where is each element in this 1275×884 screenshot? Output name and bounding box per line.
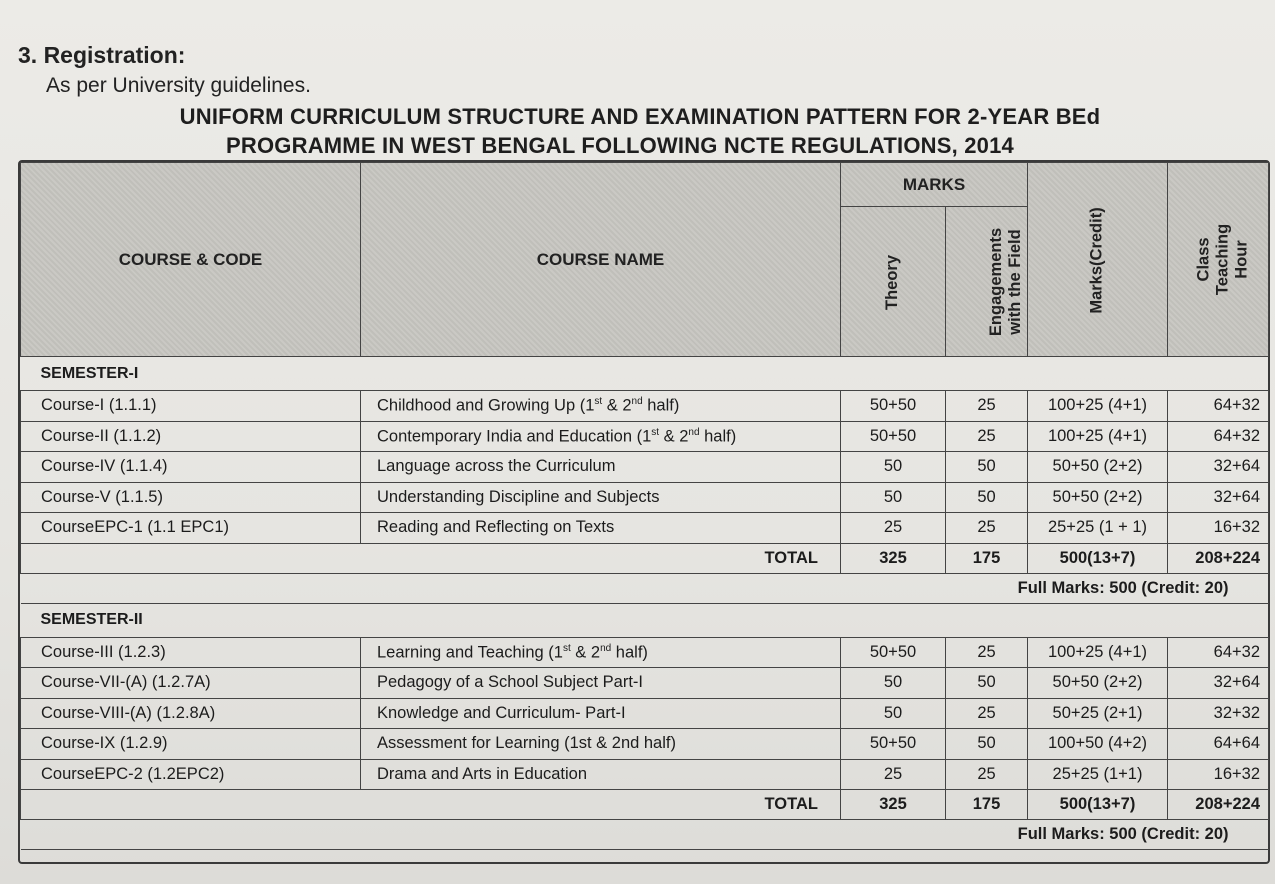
teaching-hour-cell: 16+32: [1168, 759, 1269, 790]
table-row: [21, 698, 1269, 729]
course-code-cell: CourseEPC-1 (1.1 EPC1): [21, 513, 361, 544]
marks-credit-cell: 50+25 (2+1): [1028, 698, 1168, 729]
full-marks-text: Full Marks: 500 (Credit: 20): [21, 573, 1269, 603]
total-label: TOTAL: [21, 790, 841, 820]
engagement-cell: 50: [946, 729, 1028, 760]
course-code-cell: Course-V (1.1.5): [21, 482, 361, 513]
marks-credit-cell: 100+25 (4+1): [1028, 421, 1168, 452]
engagement-cell: 50: [946, 668, 1028, 699]
semester-row: [21, 357, 1269, 391]
table-row: [21, 668, 1269, 699]
total-theory: 325: [841, 543, 946, 573]
engagement-cell: 25: [946, 513, 1028, 544]
section-subtext: As per University guidelines.: [46, 74, 311, 97]
table-row: [21, 637, 1269, 668]
total-label: TOTAL: [21, 543, 841, 573]
header-theory: Theory: [841, 207, 946, 357]
document-title-line-2: PROGRAMME IN WEST BENGAL FOLLOWING NCTE REGULATIONS, 2014: [226, 133, 1014, 158]
teaching-hour-cell: 32+64: [1168, 482, 1269, 513]
course-code-cell: Course-III (1.2.3): [21, 637, 361, 668]
theory-cell: 25: [841, 513, 946, 544]
course-code-cell: Course-IX (1.2.9): [21, 729, 361, 760]
header-course-code: COURSE & CODE: [21, 163, 361, 357]
course-code-cell: Course-VII-(A) (1.2.7A): [21, 668, 361, 699]
header-course-name: COURSE NAME: [361, 163, 841, 357]
table-row: [21, 482, 1269, 513]
section-heading: 3. Registration:: [18, 42, 186, 68]
teaching-hour-cell: 64+32: [1168, 391, 1269, 422]
marks-credit-cell: 100+50 (4+2): [1028, 729, 1168, 760]
theory-cell: 50+50: [841, 729, 946, 760]
teaching-hour-cell: 32+64: [1168, 668, 1269, 699]
marks-credit-cell: 100+25 (4+1): [1028, 391, 1168, 422]
header-engagements: Engagements with the Field: [946, 207, 1028, 357]
total-teaching-hour: 208+224: [1168, 790, 1269, 820]
marks-credit-cell: 100+25 (4+1): [1028, 637, 1168, 668]
header-marks: MARKS: [841, 163, 1028, 207]
table-row: [21, 759, 1269, 790]
course-code-cell: CourseEPC-2 (1.2EPC2): [21, 759, 361, 790]
teaching-hour-cell: 32+64: [1168, 452, 1269, 483]
theory-cell: 50+50: [841, 391, 946, 422]
total-row: [21, 790, 1269, 820]
total-engagement: 175: [946, 543, 1028, 573]
semester-label: SEMESTER-II: [21, 603, 1269, 637]
course-code-cell: Course-I (1.1.1): [21, 391, 361, 422]
engagement-cell: 25: [946, 421, 1028, 452]
teaching-hour-cell: 32+32: [1168, 698, 1269, 729]
total-teaching-hour: 208+224: [1168, 543, 1269, 573]
course-name-cell: Learning and Teaching (1st & 2nd half): [361, 637, 841, 668]
theory-cell: 50+50: [841, 637, 946, 668]
course-name-cell: Childhood and Growing Up (1st & 2nd half): [361, 391, 841, 422]
marks-credit-cell: 25+25 (1 + 1): [1028, 513, 1168, 544]
table-row: [21, 513, 1269, 544]
engagement-cell: 50: [946, 482, 1028, 513]
semester-label: SEMESTER-I: [21, 357, 1269, 391]
table-row: [21, 452, 1269, 483]
marks-credit-cell: 50+50 (2+2): [1028, 668, 1168, 699]
engagement-cell: 25: [946, 759, 1028, 790]
engagement-cell: 25: [946, 391, 1028, 422]
table-row: [21, 391, 1269, 422]
theory-cell: 50+50: [841, 421, 946, 452]
marks-credit-cell: 25+25 (1+1): [1028, 759, 1168, 790]
course-code-cell: Course-VIII-(A) (1.2.8A): [21, 698, 361, 729]
course-name-cell: Understanding Discipline and Subjects: [361, 482, 841, 513]
total-theory: 325: [841, 790, 946, 820]
teaching-hour-cell: 64+32: [1168, 637, 1269, 668]
teaching-hour-cell: 64+64: [1168, 729, 1269, 760]
theory-cell: 50: [841, 698, 946, 729]
theory-cell: 50: [841, 482, 946, 513]
course-name-cell: Pedagogy of a School Subject Part-I: [361, 668, 841, 699]
full-marks-row: [21, 820, 1269, 850]
course-code-cell: Course-II (1.1.2): [21, 421, 361, 452]
teaching-hour-cell: 64+32: [1168, 421, 1269, 452]
theory-cell: 25: [841, 759, 946, 790]
course-name-cell: Language across the Curriculum: [361, 452, 841, 483]
course-name-cell: Knowledge and Curriculum- Part-I: [361, 698, 841, 729]
curriculum-table: [20, 162, 1269, 850]
header-class-teaching-hour: Class Teaching Hour: [1168, 163, 1269, 357]
marks-credit-cell: 50+50 (2+2): [1028, 482, 1168, 513]
table-row: [21, 729, 1269, 760]
theory-cell: 50: [841, 668, 946, 699]
full-marks-row: [21, 573, 1269, 603]
total-marks-credit: 500(13+7): [1028, 543, 1168, 573]
engagement-cell: 25: [946, 637, 1028, 668]
course-name-cell: Reading and Reflecting on Texts: [361, 513, 841, 544]
course-code-cell: Course-IV (1.1.4): [21, 452, 361, 483]
full-marks-text: Full Marks: 500 (Credit: 20): [21, 820, 1269, 850]
document-title-line-1: UNIFORM CURRICULUM STRUCTURE AND EXAMINATION PATTERN FOR 2-YEAR BEd: [179, 104, 1101, 129]
total-row: [21, 543, 1269, 573]
total-marks-credit: 500(13+7): [1028, 790, 1168, 820]
header-marks-credit: Marks(Credit): [1028, 163, 1168, 357]
course-name-cell: Assessment for Learning (1st & 2nd half): [361, 729, 841, 760]
marks-credit-cell: 50+50 (2+2): [1028, 452, 1168, 483]
theory-cell: 50: [841, 452, 946, 483]
semester-row: [21, 603, 1269, 637]
curriculum-table-frame: [18, 160, 1270, 864]
course-name-cell: Drama and Arts in Education: [361, 759, 841, 790]
engagement-cell: 25: [946, 698, 1028, 729]
table-row: [21, 421, 1269, 452]
engagement-cell: 50: [946, 452, 1028, 483]
teaching-hour-cell: 16+32: [1168, 513, 1269, 544]
total-engagement: 175: [946, 790, 1028, 820]
course-name-cell: Contemporary India and Education (1st & 2nd half): [361, 421, 841, 452]
